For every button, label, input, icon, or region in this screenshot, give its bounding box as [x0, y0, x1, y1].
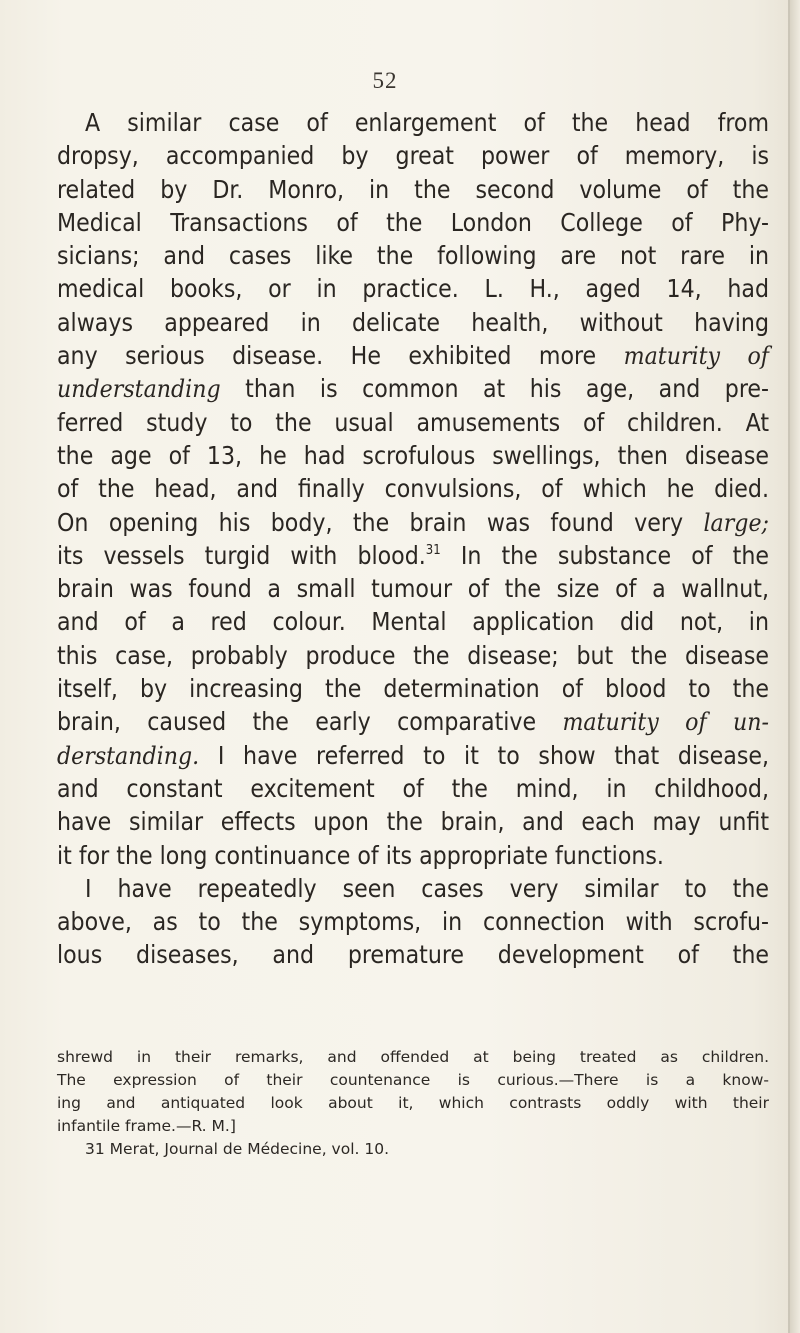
italic-phrase: understanding: [57, 374, 221, 404]
footnote-text: Merat, Journal de Médecine, vol. 10.: [109, 1140, 390, 1158]
text-line: [57, 539, 769, 572]
italic-phrase: maturity of: [623, 341, 769, 371]
text-line: [57, 339, 769, 372]
text-segment: I have referred to it to show that disease,: [199, 740, 769, 770]
text-line: medical books, or in practice. L. H., aged 14, had: [57, 274, 769, 304]
text-line: Medical Transactions of the London College of Phy-: [57, 207, 769, 237]
text-line: [57, 506, 769, 539]
footnote-line: ing and antiquated look about it, which contrasts oddly with their: [57, 1094, 769, 1112]
text-line: ferred study to the usual amusements of children. At: [57, 407, 769, 437]
text-line: above, as to the symptoms, in connection with scrofu-: [57, 907, 769, 937]
main-text: [57, 106, 769, 972]
text-segment: than is common at his age, and pre-: [220, 374, 769, 404]
text-line: and constant excitement of the mind, in childhood,: [57, 773, 769, 803]
text-line: and of a red colour. Mental application did not, in: [57, 607, 769, 637]
text-line: A similar case of enlargement of the head from: [85, 108, 769, 137]
text-segment: In the substance of the: [440, 540, 769, 570]
text-line: sicians; and cases like the following are not rare in: [57, 241, 769, 271]
text-line: lous diseases, and premature development of the: [57, 940, 769, 970]
text-segment: its vessels turgid with blood.: [57, 540, 426, 570]
text-line: this case, probably produce the disease; but the disease: [57, 640, 769, 670]
text-line: have similar effects upon the brain, and each may unfit: [57, 807, 769, 837]
text-line: [57, 705, 769, 738]
italic-phrase: maturity of un-: [562, 707, 769, 737]
text-line: I have repeatedly seen cases very similar to the: [85, 873, 769, 903]
footnotes: [57, 1046, 769, 1161]
text-line: [57, 372, 769, 405]
italic-phrase: large;: [703, 507, 769, 537]
text-line: [57, 739, 769, 772]
footnote-line: infantile frame.—R. M.]: [57, 1117, 236, 1135]
text-line: it for the long continuance of its appropriate functions.: [57, 840, 664, 870]
text-line: always appeared in delicate health, without having: [57, 307, 769, 337]
text-segment: On opening his body, the brain was found very: [57, 507, 704, 537]
footnote-line: The expression of their countenance is curious.—There is a know-: [57, 1071, 769, 1089]
text-line: dropsy, accompanied by great power of memory, is: [57, 141, 769, 171]
footnote-number: 31: [85, 1140, 105, 1158]
text-segment: any serious disease. He exhibited more: [57, 341, 624, 371]
text-line: brain was found a small tumour of the size of a wallnut,: [57, 574, 769, 604]
text-line: of the head, and finally convulsions, of which he died.: [57, 474, 769, 504]
footnote-reference: 31: [425, 542, 441, 558]
footnote-31: [57, 1138, 769, 1161]
footnote-line: shrewd in their remarks, and offended at being treated as children.: [57, 1048, 769, 1066]
page-edge-shadow: [790, 0, 800, 1333]
text-line: the age of 13, he had scrofulous swellings, then disease: [57, 440, 769, 470]
page-number: 52: [372, 68, 398, 93]
italic-phrase: derstanding.: [57, 740, 200, 770]
text-line: itself, by increasing the determination of blood to the: [57, 674, 769, 704]
text-segment: brain, caused the early comparative: [57, 707, 563, 737]
text-line: related by Dr. Monro, in the second volume of the: [57, 174, 769, 204]
